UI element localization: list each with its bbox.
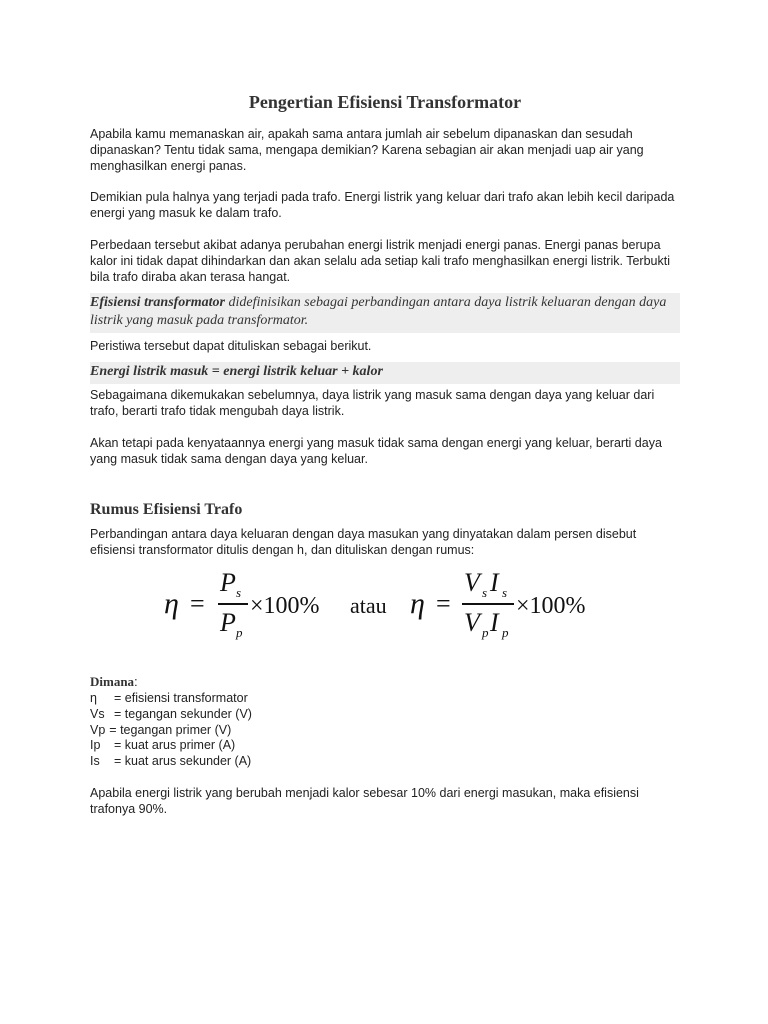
denominator-pp: P bbox=[220, 607, 236, 637]
formula-graphic bbox=[162, 563, 612, 643]
symbol-label: Vp bbox=[90, 722, 106, 737]
section-title-rumus: Rumus Efisiensi Trafo bbox=[90, 501, 243, 519]
eta-symbol: η bbox=[164, 586, 179, 620]
numerator-ps: P bbox=[220, 567, 236, 597]
dimana-heading bbox=[90, 673, 680, 691]
list-item bbox=[90, 754, 680, 770]
denominator-ip-sub: p bbox=[502, 624, 509, 640]
denominator-vp: V bbox=[464, 607, 480, 637]
paragraph-difference: Perbedaan tersebut akibat adanya perubahan energi listrik menjadi energi panas. Energi panas berupa kalor ini tidak dapat dihindarkan dan akan selalu ada setiap kali trafo menghasilkan energi listrik. Terbukti bila trafo diraba akan terasa hangat. bbox=[90, 237, 670, 284]
symbol-label: Vs bbox=[90, 706, 105, 721]
list-item bbox=[90, 691, 680, 707]
denominator-vp-sub: p bbox=[482, 624, 489, 640]
efficiency-formula bbox=[90, 563, 680, 643]
paragraph-formula-intro: Perbandingan antara daya keluaran dengan daya masukan yang dinyatakan dalam persen disebut efisiensi transformator ditulis dengan h, dan dituliskan dengan rumus: bbox=[90, 527, 637, 558]
eta-symbol-2: η bbox=[410, 586, 425, 620]
paragraph-trafo: Demikian pula halnya yang terjadi pada trafo. Energi listrik yang keluar dari trafo akan lebih kecil daripada energi yang masuk ke dalam trafo. bbox=[90, 190, 675, 221]
numerator-is-sub: s bbox=[502, 584, 508, 600]
symbol-label: η bbox=[90, 690, 97, 705]
symbol-description: = efisiensi transformator bbox=[114, 690, 248, 705]
numerator-vs-sub: s bbox=[482, 584, 488, 600]
paragraph-after-definition: Peristiwa tersebut dapat dituliskan sebagai berikut. bbox=[90, 339, 372, 354]
paragraph-closing: Apabila energi listrik yang berubah menjadi kalor sebesar 10% dari energi masukan, maka efisiensi trafonya 90%. bbox=[90, 785, 639, 816]
symbol-description: = kuat arus sekunder (A) bbox=[114, 754, 252, 769]
paragraph-intro: Apabila kamu memanaskan air, apakah sama antara jumlah air sebelum dipanaskan dan sesudah dipanaskan? Tentu tidak sama, mengapa demikian? Karena sebagian air akan menjadi uap air yang menghasilkan energi panas. bbox=[90, 127, 644, 173]
paragraph-reality: Akan tetapi pada kenyataannya energi yang masuk tidak sama dengan energi yang keluar, berarti daya yang masuk tidak sama dengan daya yang keluar. bbox=[90, 435, 662, 466]
dimana-label: Dimana bbox=[90, 673, 135, 689]
document-content bbox=[90, 92, 680, 834]
definition-text: didefinisikan sebagai perbandingan antara daya listrik keluaran dengan daya listrik yang masuk pada transformator. bbox=[90, 295, 667, 329]
times-100-percent-1: ×100% bbox=[250, 592, 320, 619]
times-100-percent-2: ×100% bbox=[516, 592, 586, 619]
paragraph-power: Sebagaimana dikemukakan sebelumnya, daya listrik yang masuk sama dengan daya yang keluar dari trafo, berarti trafo tidak mengubah daya listrik. bbox=[90, 388, 655, 418]
symbol-description: = kuat arus primer (A) bbox=[114, 738, 236, 753]
symbol-description: = tegangan sekunder (V) bbox=[114, 706, 252, 721]
definition-term: Efisiensi transformator bbox=[90, 295, 225, 311]
symbol-description: = tegangan primer (V) bbox=[109, 722, 232, 737]
page-title: Pengertian Efisiensi Transformator bbox=[248, 92, 522, 112]
symbol-label: Is bbox=[90, 754, 100, 769]
list-item bbox=[90, 738, 680, 754]
list-item bbox=[90, 707, 680, 723]
atau-text: atau bbox=[350, 592, 387, 618]
fraction-bar-1 bbox=[218, 603, 248, 605]
numerator-ps-sub: s bbox=[236, 584, 242, 600]
numerator-vs: V bbox=[464, 567, 480, 597]
fraction-bar-2 bbox=[462, 603, 514, 605]
energy-equation-box bbox=[90, 362, 680, 384]
equals-sign-2: = bbox=[436, 588, 451, 618]
list-item bbox=[90, 723, 680, 739]
dimana-colon: : bbox=[134, 674, 138, 689]
symbol-label: Ip bbox=[90, 738, 101, 753]
energy-equation: Energi listrik masuk = energi listrik keluar + kalor bbox=[90, 364, 383, 380]
equals-sign: = bbox=[190, 588, 205, 618]
denominator-pp-sub: p bbox=[236, 624, 243, 640]
definition-box bbox=[90, 293, 680, 333]
numerator-is: I bbox=[490, 567, 499, 597]
definition-list bbox=[90, 691, 680, 770]
denominator-ip: I bbox=[490, 607, 499, 637]
